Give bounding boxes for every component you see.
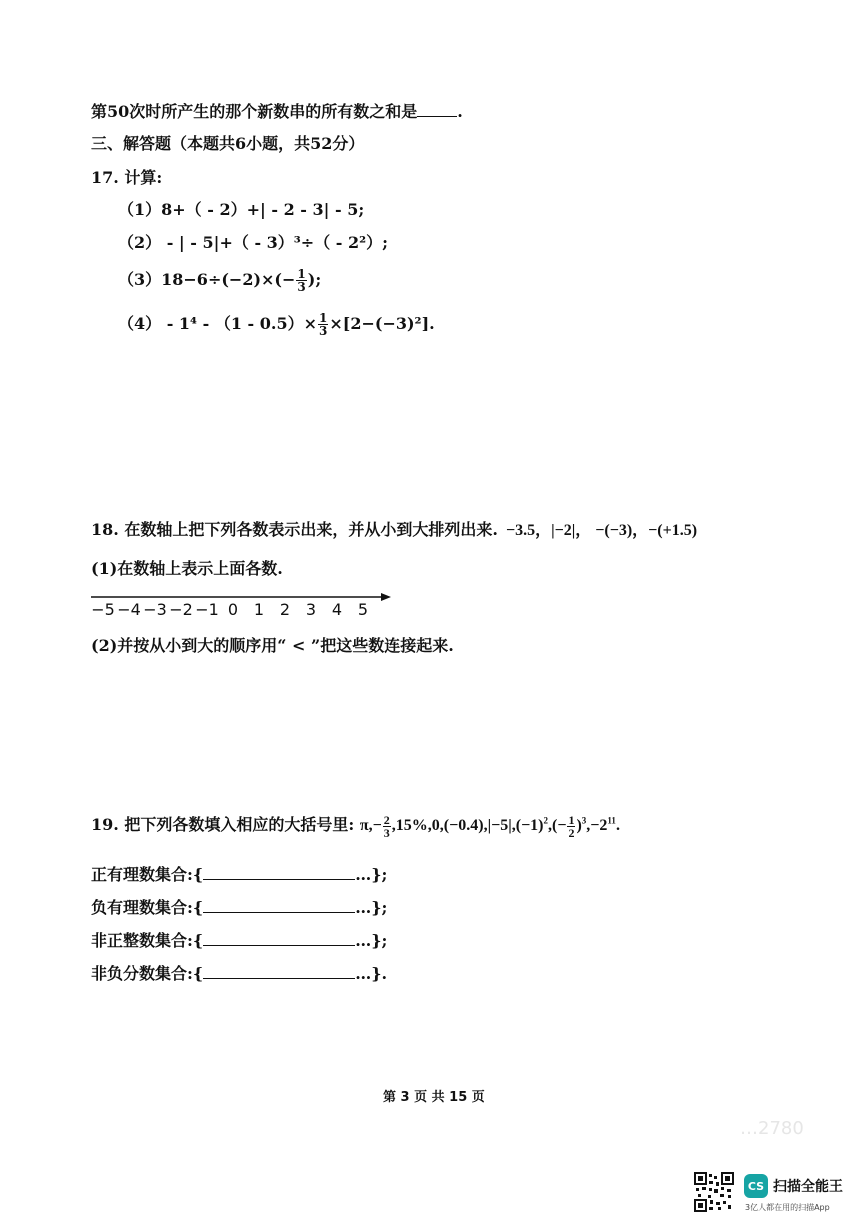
- axis-tick-label: 1: [253, 600, 265, 619]
- axis-tick-label: 4: [331, 600, 343, 619]
- q16-tail-text: 第50次时所产生的那个新数串的所有数之和是: [91, 102, 418, 121]
- fraction: $\frac{1}{3}$: [319, 311, 328, 338]
- q19-stem-line: [91, 814, 620, 839]
- axis-tick-label: 3: [305, 600, 317, 619]
- q17-item-4-suffix: ×[2−(−3)²].: [329, 314, 435, 333]
- q17-item-2: （2） - | - 5|+（ - 3）³÷（ - 2²）;: [118, 233, 389, 252]
- fraction: $\frac{1}{3}$: [297, 267, 306, 294]
- axis-tick-label: −4: [117, 600, 141, 619]
- q16-tail-end: .: [457, 102, 463, 121]
- axis-tick-label: 5: [357, 600, 369, 619]
- q17-item-3-prefix: （3）18−6÷(−2)×(−: [118, 270, 296, 289]
- q18-part2: (2)并按从小到大的顺序用“ < ”把这些数连接起来.: [91, 636, 454, 655]
- q17-item-4-prefix: （4） - 1⁴ - （1 - 0.5）×: [118, 314, 317, 333]
- q17-stem: 17. 计算:: [91, 168, 163, 187]
- q18-stem: 18. 在数轴上把下列各数表示出来，并从小到大排列出来.: [91, 520, 498, 539]
- q19-stem: 19. 把下列各数填入相应的大括号里:: [91, 815, 355, 835]
- axis-tick-label: −5: [91, 600, 115, 619]
- q19-set-non-negative-fraction: 非负分数集合:{ …}.: [91, 964, 388, 983]
- axis-labels: [91, 600, 396, 622]
- qr-code-icon: [694, 1172, 734, 1212]
- fraction: $\frac{2}{3}$: [383, 813, 390, 840]
- q19-set-negative-rational: 负有理数集合:{ …};: [91, 898, 388, 917]
- axis-tick-label: 0: [227, 600, 239, 619]
- q17-item-1: （1）8+（ - 2）+| - 2 - 3| - 5;: [118, 200, 365, 219]
- answer-blank: [417, 100, 457, 117]
- answer-blank: [203, 929, 355, 946]
- page-number: 第 3 页 共 15 页: [383, 1090, 485, 1105]
- q18-stem-line: [91, 519, 697, 542]
- axis-tick-label: 2: [279, 600, 291, 619]
- q19-numbers: π,− $\frac{2}{3}$ $,15\%,0,(-0.4),|-5|,(-1)^2,(-$ $\frac{1}{2}$ )$^3,-2^{11}$.: [359, 813, 620, 840]
- watermark: …2780: [740, 1118, 804, 1139]
- answer-blank: [203, 863, 355, 880]
- camscanner-logo-icon: CS: [744, 1174, 768, 1198]
- q17-item-4: [118, 312, 435, 337]
- number-line: [91, 590, 396, 626]
- section-heading: 三、解答题（本题共6小题，共52分）: [91, 134, 365, 153]
- axis-tick-label: −3: [143, 600, 167, 619]
- scanner-tagline: 3亿人都在用的扫描App: [745, 1203, 830, 1212]
- axis-tick-label: −1: [195, 600, 219, 619]
- answer-blank: [203, 896, 355, 913]
- q19-set-non-positive-integer: 非正整数集合:{ …};: [91, 931, 388, 950]
- answer-blank: [203, 962, 355, 979]
- q17-item-3: [118, 268, 321, 293]
- q18-part1: (1)在数轴上表示上面各数.: [91, 559, 283, 578]
- fraction: $\frac{1}{2}$: [568, 813, 575, 840]
- q18-numbers: −3.5，|−2|， −(−3)，−(+1.5): [505, 522, 698, 539]
- q19-set-positive-rational: 正有理数集合:{ …};: [91, 865, 388, 884]
- scanner-app-name: 扫描全能王: [773, 1179, 843, 1195]
- q16-tail-line: [91, 100, 463, 123]
- q17-item-3-suffix: );: [307, 270, 322, 289]
- axis-tick-label: −2: [169, 600, 193, 619]
